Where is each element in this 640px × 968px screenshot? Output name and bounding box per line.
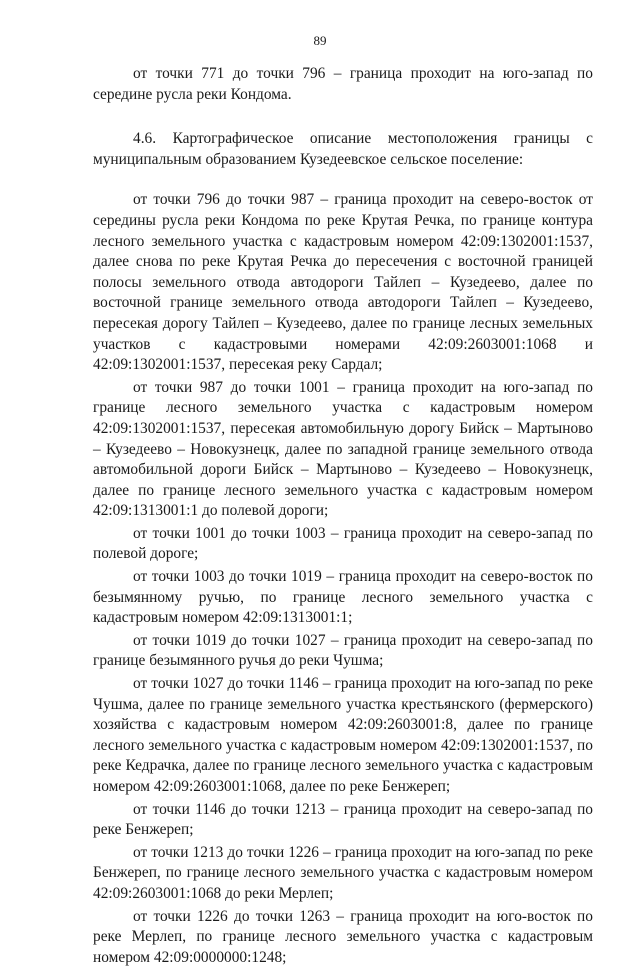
- page-number: 89: [313, 33, 327, 48]
- paragraph-boundary-1226-1263: от точки 1226 до точки 1263 – граница проходит на юго-восток по реке Мерлеп, по границе лесного земельного участка с кадастровым номером 42:09:0000000:1248;: [93, 907, 593, 966]
- paragraph-boundary-1019-1027: от точки 1019 до точки 1027 – граница проходит на северо-запад по границе безымянного ручья до реки Чушма;: [93, 631, 593, 670]
- paragraph-boundary-1213-1226: от точки 1213 до точки 1226 – граница проходит на юго-запад по реке Бенжереп, по границе лесного земельного участка с кадастровым номером 42:09:2603001:1068 до реки Мерлеп;: [93, 843, 593, 902]
- paragraph-boundary-1003-1019: от точки 1003 до точки 1019 – граница проходит на северо-восток по безымянному ручью, по границе лесного земельного участка с кадастровым номером 42:09:1313001:1;: [93, 568, 593, 627]
- paragraph-boundary-771-796: от точки 771 до точки 796 – граница проходит на юго-запад по середине русла реки Кондома.: [93, 65, 593, 103]
- document-body: [93, 64, 593, 968]
- paragraph-boundary-796-987: от точки 796 до точки 987 – граница проходит на северо-восток от середины русла реки Кондома по реке Крутая Речка, по границе контура лесного земельного участка с кадастровым номером 42:09:1302001:1537, далее снова по реке Крутая Речка до пересечения с восточной границей полосы земельного отвода автодороги Тайлеп – Кузедеево, далее по восточной границе земельного отвода автодороги Тайлеп – Кузедеево, пересекая дорогу Тайлеп – Кузедеево, далее по границе лесных земельных участков с кадастровыми номерами 42:09:2603001:1068 и 42:09:1302001:1537, пересекая реку Сардал;: [93, 191, 593, 374]
- paragraph-boundary-987-1001: от точки 987 до точки 1001 – граница проходит на юго-запад по границе лесного земельного участка с кадастровым номером 42:09:1302001:1537, пересекая автомобильную дорогу Бийск – Мартыново – Кузедеево – Новокузнецк, далее по западной границе земельного отвода автомобильной дороги Бийск – Мартыново – Кузедеево – Новокузнецк, далее по границе лесного земельного участка с кадастровым номером 42:09:1313001:1 до полевой дороги;: [93, 378, 593, 520]
- paragraph-boundary-1027-1146: от точки 1027 до точки 1146 – граница проходит на юго-запад по реке Чушма, далее по границе земельного участка крестьянского (фермерского) хозяйства с кадастровым номером 42:09:2603001:8, далее по границе лесного земельного участка с кадастровым номером 42:09:1302001:1537, по реке Кедрачка, далее по границе лесного земельного участка с кадастровым номером 42:09:2603001:1068, далее по реке Бенжереп;: [93, 675, 593, 795]
- section-heading-4-6: 4.6. Картографическое описание местоположения границы с муниципальным образованием Кузедеевское сельское поселение:: [93, 130, 593, 168]
- paragraph-boundary-1146-1213: от точки 1146 до точки 1213 – граница проходит на северо-запад по реке Бенжереп;: [93, 800, 593, 839]
- paragraph-boundary-1001-1003: от точки 1001 до точки 1003 – граница проходит на северо-запад по полевой дороге;: [93, 524, 593, 563]
